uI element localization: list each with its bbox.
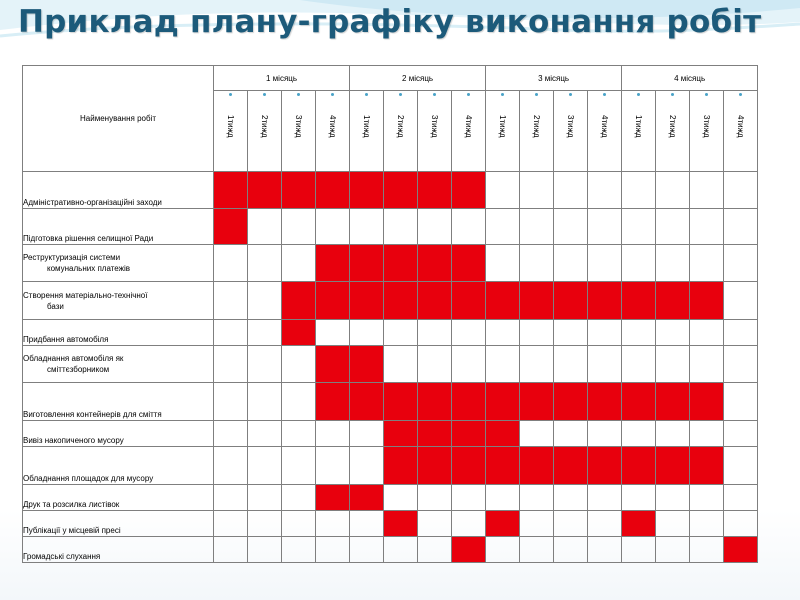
task-name-line: Створення матеріально-технічної bbox=[23, 290, 148, 300]
task-row bbox=[23, 537, 758, 563]
schedule-cell-filled bbox=[350, 346, 384, 383]
schedule-cell-empty bbox=[452, 511, 486, 537]
schedule-cell-empty bbox=[656, 209, 690, 245]
task-name bbox=[23, 511, 214, 537]
schedule-cell-empty bbox=[690, 346, 724, 383]
schedule-cell-empty bbox=[486, 245, 520, 282]
schedule-cell-empty bbox=[418, 320, 452, 346]
bullet-dot-icon bbox=[637, 93, 640, 96]
schedule-cell-empty bbox=[520, 320, 554, 346]
schedule-cell-filled bbox=[588, 447, 622, 485]
schedule-cell-filled bbox=[384, 245, 418, 282]
schedule-cell-filled bbox=[384, 421, 418, 447]
task-row bbox=[23, 421, 758, 447]
schedule-cell-empty bbox=[452, 320, 486, 346]
schedule-cell-empty bbox=[622, 245, 656, 282]
schedule-cell-empty bbox=[214, 447, 248, 485]
schedule-cell-empty bbox=[350, 320, 384, 346]
schedule-cell-empty bbox=[588, 485, 622, 511]
schedule-cell-empty bbox=[350, 421, 384, 447]
schedule-cell-empty bbox=[452, 485, 486, 511]
schedule-cell-empty bbox=[214, 383, 248, 421]
schedule-cell-empty bbox=[214, 320, 248, 346]
schedule-cell-filled bbox=[486, 282, 520, 320]
schedule-cell-empty bbox=[384, 320, 418, 346]
schedule-cell-filled bbox=[724, 537, 758, 563]
schedule-cell-filled bbox=[282, 282, 316, 320]
schedule-cell-empty bbox=[316, 209, 350, 245]
task-name-line: Придбання автомобіля bbox=[23, 335, 109, 344]
month-header: 3 місяць bbox=[486, 66, 622, 91]
schedule-cell-empty bbox=[520, 172, 554, 209]
schedule-cell-filled bbox=[452, 383, 486, 421]
schedule-cell-filled bbox=[384, 282, 418, 320]
schedule-cell-filled bbox=[520, 282, 554, 320]
task-name-header: Найменування робіт bbox=[23, 66, 214, 172]
schedule-cell-filled bbox=[316, 282, 350, 320]
schedule-cell-empty bbox=[520, 511, 554, 537]
task-name bbox=[23, 447, 214, 485]
schedule-cell-empty bbox=[622, 172, 656, 209]
schedule-cell-empty bbox=[690, 537, 724, 563]
schedule-cell-filled bbox=[282, 320, 316, 346]
schedule-cell-filled bbox=[452, 245, 486, 282]
task-name-line: бази bbox=[47, 301, 64, 311]
schedule-cell-empty bbox=[282, 346, 316, 383]
bullet-dot-icon bbox=[603, 93, 606, 96]
schedule-cell-empty bbox=[486, 346, 520, 383]
week-label: 1тижд bbox=[226, 115, 235, 138]
schedule-cell-empty bbox=[656, 485, 690, 511]
task-name-line: сміттєзборником bbox=[47, 365, 110, 374]
schedule-cell-filled bbox=[350, 245, 384, 282]
schedule-cell-filled bbox=[452, 447, 486, 485]
schedule-cell-empty bbox=[418, 485, 452, 511]
schedule-cell-empty bbox=[520, 245, 554, 282]
schedule-cell-empty bbox=[282, 209, 316, 245]
schedule-cell-empty bbox=[554, 537, 588, 563]
schedule-cell-empty bbox=[520, 485, 554, 511]
schedule-cell-empty bbox=[656, 537, 690, 563]
schedule-cell-filled bbox=[418, 447, 452, 485]
bullet-dot-icon bbox=[399, 93, 402, 96]
schedule-cell-empty bbox=[724, 172, 758, 209]
schedule-cell-empty bbox=[248, 447, 282, 485]
task-name bbox=[23, 346, 214, 383]
schedule-cell-empty bbox=[316, 320, 350, 346]
week-header bbox=[350, 91, 384, 172]
schedule-cell-empty bbox=[248, 537, 282, 563]
week-header bbox=[418, 91, 452, 172]
schedule-cell-empty bbox=[214, 346, 248, 383]
schedule-cell-filled bbox=[588, 383, 622, 421]
bullet-dot-icon bbox=[297, 93, 300, 96]
bullet-dot-icon bbox=[671, 93, 674, 96]
task-name-line: Адміністративно-організаційні заходи bbox=[23, 198, 162, 207]
task-name-line: Вивіз накопиченого мусору bbox=[23, 436, 124, 445]
schedule-cell-filled bbox=[350, 485, 384, 511]
schedule-cell-filled bbox=[418, 421, 452, 447]
task-name bbox=[23, 421, 214, 447]
task-name bbox=[23, 383, 214, 421]
schedule-cell-empty bbox=[622, 421, 656, 447]
week-label: 2тижд bbox=[668, 115, 678, 138]
schedule-cell-filled bbox=[282, 172, 316, 209]
schedule-cell-empty bbox=[656, 172, 690, 209]
task-row bbox=[23, 511, 758, 537]
schedule-cell-empty bbox=[588, 245, 622, 282]
schedule-cell-empty bbox=[418, 511, 452, 537]
schedule-cell-empty bbox=[690, 209, 724, 245]
week-label: 3тижд bbox=[702, 115, 712, 138]
week-header bbox=[554, 91, 588, 172]
schedule-cell-empty bbox=[724, 320, 758, 346]
schedule-cell-empty bbox=[316, 511, 350, 537]
week-header bbox=[724, 91, 758, 172]
schedule-cell-empty bbox=[724, 282, 758, 320]
schedule-cell-filled bbox=[656, 282, 690, 320]
schedule-cell-empty bbox=[724, 421, 758, 447]
schedule-cell-empty bbox=[384, 346, 418, 383]
schedule-cell-filled bbox=[622, 282, 656, 320]
week-label: 1тижд bbox=[498, 115, 508, 138]
task-name-line: комунальних платежів bbox=[47, 264, 131, 273]
schedule-cell-empty bbox=[282, 447, 316, 485]
schedule-cell-empty bbox=[248, 485, 282, 511]
schedule-cell-empty bbox=[418, 209, 452, 245]
task-name bbox=[23, 172, 214, 209]
bullet-dot-icon bbox=[365, 93, 368, 96]
schedule-cell-empty bbox=[384, 209, 418, 245]
schedule-cell-filled bbox=[622, 447, 656, 485]
schedule-cell-empty bbox=[384, 537, 418, 563]
week-header bbox=[520, 91, 554, 172]
bullet-dot-icon bbox=[739, 93, 742, 96]
week-label: 4тижд bbox=[328, 115, 338, 138]
task-name-line: Обладнання автомобіля як bbox=[23, 354, 124, 363]
schedule-cell-empty bbox=[248, 320, 282, 346]
schedule-cell-empty bbox=[486, 485, 520, 511]
schedule-cell-filled bbox=[350, 282, 384, 320]
schedule-cell-empty bbox=[554, 511, 588, 537]
schedule-cell-empty bbox=[724, 383, 758, 421]
bullet-dot-icon bbox=[433, 93, 436, 96]
schedule-cell-filled bbox=[452, 421, 486, 447]
schedule-cell-filled bbox=[452, 172, 486, 209]
schedule-cell-empty bbox=[520, 537, 554, 563]
schedule-cell-empty bbox=[452, 346, 486, 383]
schedule-cell-empty bbox=[282, 245, 316, 282]
schedule-cell-empty bbox=[622, 537, 656, 563]
schedule-cell-filled bbox=[316, 245, 350, 282]
schedule-cell-empty bbox=[724, 346, 758, 383]
schedule-cell-empty bbox=[282, 383, 316, 421]
month-header: 4 місяць bbox=[622, 66, 758, 91]
schedule-cell-empty bbox=[316, 421, 350, 447]
bullet-dot-icon bbox=[569, 93, 572, 96]
task-row bbox=[23, 282, 758, 320]
schedule-cell-empty bbox=[588, 537, 622, 563]
schedule-cell-empty bbox=[214, 511, 248, 537]
schedule-cell-empty bbox=[690, 320, 724, 346]
schedule-cell-filled bbox=[384, 511, 418, 537]
schedule-cell-filled bbox=[486, 383, 520, 421]
schedule-table bbox=[22, 65, 758, 563]
schedule-cell-filled bbox=[384, 447, 418, 485]
schedule-cell-filled bbox=[384, 383, 418, 421]
schedule-cell-empty bbox=[486, 172, 520, 209]
week-header bbox=[588, 91, 622, 172]
schedule-cell-filled bbox=[418, 172, 452, 209]
schedule-cell-filled bbox=[418, 282, 452, 320]
schedule-cell-empty bbox=[282, 485, 316, 511]
schedule-cell-empty bbox=[520, 346, 554, 383]
task-name-line: Публікації у місцевій пресі bbox=[23, 526, 121, 535]
schedule-cell-empty bbox=[554, 209, 588, 245]
schedule-cell-empty bbox=[724, 447, 758, 485]
bullet-dot-icon bbox=[535, 93, 538, 96]
schedule-cell-empty bbox=[384, 485, 418, 511]
schedule-cell-empty bbox=[214, 421, 248, 447]
task-row bbox=[23, 383, 758, 421]
schedule-cell-empty bbox=[554, 245, 588, 282]
schedule-cell-filled bbox=[350, 172, 384, 209]
schedule-cell-empty bbox=[350, 537, 384, 563]
schedule-cell-filled bbox=[418, 245, 452, 282]
schedule-cell-empty bbox=[486, 320, 520, 346]
week-label: 2тижд bbox=[260, 115, 269, 138]
month-header: 2 місяць bbox=[350, 66, 486, 91]
bullet-dot-icon bbox=[331, 93, 334, 96]
schedule-cell-empty bbox=[690, 485, 724, 511]
schedule-cell-empty bbox=[656, 245, 690, 282]
schedule-cell-filled bbox=[418, 383, 452, 421]
schedule-cell-filled bbox=[214, 172, 248, 209]
schedule-cell-empty bbox=[316, 447, 350, 485]
bullet-dot-icon bbox=[263, 93, 266, 96]
schedule-cell-empty bbox=[656, 320, 690, 346]
schedule-cell-empty bbox=[656, 346, 690, 383]
page-title: Приклад плану-графіку виконання робіт bbox=[18, 4, 762, 40]
task-name-line: Друк та розсилка листівок bbox=[23, 500, 120, 509]
schedule-cell-empty bbox=[622, 346, 656, 383]
schedule-cell-filled bbox=[690, 447, 724, 485]
week-label: 3тижд bbox=[430, 115, 440, 138]
task-name-line: Виготовлення контейнерів для сміття bbox=[23, 410, 162, 419]
schedule-cell-empty bbox=[486, 209, 520, 245]
task-row bbox=[23, 485, 758, 511]
schedule-cell-filled bbox=[452, 537, 486, 563]
week-label: 2тижд bbox=[532, 115, 542, 138]
schedule-cell-empty bbox=[248, 383, 282, 421]
schedule-cell-empty bbox=[588, 421, 622, 447]
week-header bbox=[282, 91, 316, 172]
schedule-cell-empty bbox=[656, 511, 690, 537]
month-header: 1 місяць bbox=[214, 66, 350, 91]
week-label: 1тижд bbox=[362, 115, 372, 138]
schedule-cell-filled bbox=[316, 383, 350, 421]
schedule-cell-empty bbox=[248, 421, 282, 447]
week-label: 4тижд bbox=[736, 115, 746, 138]
schedule-cell-filled bbox=[690, 383, 724, 421]
schedule-cell-empty bbox=[520, 209, 554, 245]
schedule-cell-filled bbox=[520, 447, 554, 485]
schedule-cell-empty bbox=[214, 485, 248, 511]
week-label: 4тижд bbox=[464, 115, 474, 138]
schedule-cell-empty bbox=[622, 485, 656, 511]
schedule-cell-empty bbox=[690, 511, 724, 537]
schedule-cell-filled bbox=[690, 282, 724, 320]
schedule-cell-filled bbox=[214, 209, 248, 245]
task-rows bbox=[23, 172, 758, 563]
task-row bbox=[23, 209, 758, 245]
schedule-cell-empty bbox=[724, 209, 758, 245]
week-label: 3тижд bbox=[566, 115, 576, 138]
schedule-cell-filled bbox=[316, 172, 350, 209]
task-name bbox=[23, 485, 214, 511]
schedule-cell-filled bbox=[656, 447, 690, 485]
schedule-cell-filled bbox=[486, 421, 520, 447]
schedule-cell-empty bbox=[282, 511, 316, 537]
task-row bbox=[23, 172, 758, 209]
schedule-cell-empty bbox=[690, 245, 724, 282]
schedule-cell-empty bbox=[554, 421, 588, 447]
schedule-cell-filled bbox=[384, 172, 418, 209]
schedule-cell-empty bbox=[316, 537, 350, 563]
schedule-cell-empty bbox=[690, 172, 724, 209]
week-header bbox=[622, 91, 656, 172]
task-row bbox=[23, 346, 758, 383]
schedule-cell-empty bbox=[350, 447, 384, 485]
schedule-cell-empty bbox=[350, 209, 384, 245]
week-label: 4тижд bbox=[600, 115, 610, 138]
schedule-cell-empty bbox=[588, 346, 622, 383]
schedule-cell-empty bbox=[418, 346, 452, 383]
schedule-cell-empty bbox=[248, 282, 282, 320]
bullet-dot-icon bbox=[229, 93, 232, 96]
task-name-line: Підготовка рішення селищної Ради bbox=[23, 234, 154, 243]
schedule-cell-filled bbox=[486, 447, 520, 485]
task-name-line: Громадські слухання bbox=[23, 552, 101, 561]
schedule-cell-empty bbox=[214, 245, 248, 282]
schedule-cell-empty bbox=[486, 537, 520, 563]
schedule-cell-empty bbox=[214, 537, 248, 563]
schedule-cell-filled bbox=[316, 485, 350, 511]
schedule-cell-filled bbox=[486, 511, 520, 537]
schedule-cell-filled bbox=[554, 282, 588, 320]
bullet-dot-icon bbox=[501, 93, 504, 96]
schedule-cell-filled bbox=[316, 346, 350, 383]
schedule-cell-empty bbox=[248, 209, 282, 245]
schedule-cell-filled bbox=[520, 383, 554, 421]
task-name bbox=[23, 282, 214, 320]
schedule-cell-filled bbox=[622, 383, 656, 421]
week-label: 1тижд bbox=[634, 115, 644, 138]
schedule-cell-empty bbox=[214, 282, 248, 320]
schedule-cell-empty bbox=[248, 346, 282, 383]
week-label: 2тижд bbox=[396, 115, 406, 138]
week-header bbox=[452, 91, 486, 172]
task-row bbox=[23, 447, 758, 485]
week-header bbox=[656, 91, 690, 172]
schedule-cell-empty bbox=[588, 209, 622, 245]
task-name bbox=[23, 245, 214, 282]
week-header bbox=[316, 91, 350, 172]
schedule-cell-empty bbox=[724, 511, 758, 537]
task-name bbox=[23, 209, 214, 245]
schedule-cell-filled bbox=[350, 383, 384, 421]
schedule-cell-empty bbox=[588, 172, 622, 209]
schedule-cell-empty bbox=[724, 485, 758, 511]
task-name-line: Обладнання площадок для мусору bbox=[23, 474, 154, 483]
schedule-cell-empty bbox=[248, 511, 282, 537]
schedule-cell-empty bbox=[418, 537, 452, 563]
schedule-cell-filled bbox=[248, 172, 282, 209]
task-name-line: Реструктуризація системи bbox=[23, 253, 121, 262]
task-name bbox=[23, 320, 214, 346]
schedule-cell-empty bbox=[248, 245, 282, 282]
week-header bbox=[486, 91, 520, 172]
schedule-cell-empty bbox=[724, 245, 758, 282]
schedule-cell-empty bbox=[554, 172, 588, 209]
week-header bbox=[690, 91, 724, 172]
schedule-cell-empty bbox=[554, 485, 588, 511]
task-row bbox=[23, 245, 758, 282]
schedule-cell-empty bbox=[282, 421, 316, 447]
week-header bbox=[248, 91, 282, 172]
task-name bbox=[23, 537, 214, 563]
schedule-cell-filled bbox=[622, 511, 656, 537]
bullet-dot-icon bbox=[467, 93, 470, 96]
schedule-cell-empty bbox=[282, 537, 316, 563]
schedule-cell-empty bbox=[554, 346, 588, 383]
week-header bbox=[384, 91, 418, 172]
schedule-cell-empty bbox=[690, 421, 724, 447]
schedule-cell-filled bbox=[656, 383, 690, 421]
schedule-cell-empty bbox=[588, 320, 622, 346]
schedule-cell-empty bbox=[452, 209, 486, 245]
bullet-dot-icon bbox=[705, 93, 708, 96]
schedule-cell-filled bbox=[588, 282, 622, 320]
month-header-row bbox=[23, 66, 758, 91]
schedule-cell-empty bbox=[520, 421, 554, 447]
task-row bbox=[23, 320, 758, 346]
schedule-cell-filled bbox=[554, 447, 588, 485]
schedule-cell-empty bbox=[350, 511, 384, 537]
schedule-cell-empty bbox=[622, 320, 656, 346]
schedule-cell-empty bbox=[588, 511, 622, 537]
week-header bbox=[214, 91, 248, 172]
schedule-cell-filled bbox=[452, 282, 486, 320]
schedule-cell-filled bbox=[554, 383, 588, 421]
schedule-cell-empty bbox=[554, 320, 588, 346]
schedule-cell-empty bbox=[656, 421, 690, 447]
schedule-cell-empty bbox=[622, 209, 656, 245]
week-label: 3тижд bbox=[294, 115, 303, 138]
